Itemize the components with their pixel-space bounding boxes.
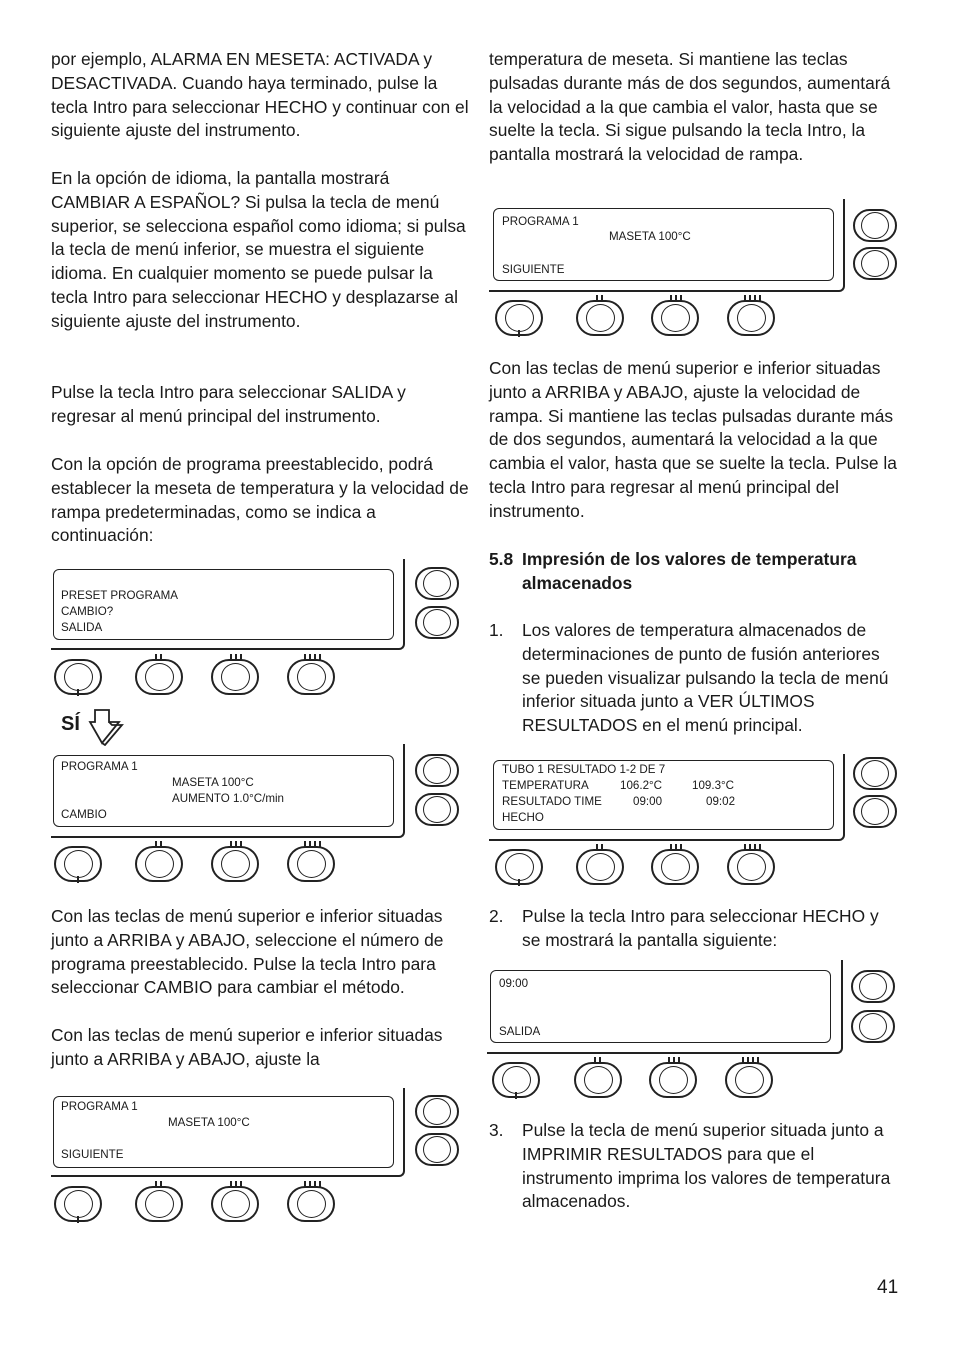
- paragraph-preset: Con la opción de programa preestablecido, podrá establecer la meseta de temperatura y la velocidad de rampa predeterminadas, como se indica a continuación:: [51, 454, 469, 546]
- lcd-line: MASETA 100°C: [172, 776, 254, 789]
- lcd-line: SALIDA: [499, 1025, 541, 1038]
- list-number: 3.: [489, 1120, 504, 1140]
- lcd-line: RESULTADO TIME: [502, 795, 602, 808]
- lcd-line: AUMENTO 1.0°C/min: [172, 792, 285, 805]
- softkey-4[interactable]: [727, 300, 775, 336]
- lcd-line: MASETA 100°C: [168, 1116, 250, 1129]
- upper-menu-key[interactable]: [415, 567, 459, 600]
- section-heading: [489, 548, 901, 596]
- softkey-3[interactable]: [651, 849, 699, 885]
- paragraph-alarm: por ejemplo, ALARMA EN MESETA: ACTIVADA y DESACTIVADA. Cuando haya terminado, pulse la tecla Intro para seleccionar HECHO y continuar con el siguiente ajuste del instrumento.: [51, 49, 469, 141]
- upper-menu-key[interactable]: [415, 754, 459, 787]
- softkey-2[interactable]: [576, 300, 624, 336]
- lower-menu-key[interactable]: [415, 1133, 459, 1166]
- softkey-4[interactable]: [287, 1186, 335, 1222]
- lcd-line: PROGRAMA 1: [502, 215, 579, 228]
- lcd-line: CAMBIO?: [61, 605, 114, 618]
- lcd-value: 109.3°C: [692, 779, 735, 792]
- softkey-2[interactable]: [576, 849, 624, 885]
- lcd-value: 09:00: [633, 795, 663, 808]
- lcd-value: 106.2°C: [620, 779, 663, 792]
- lcd-line: CAMBIO: [61, 808, 107, 821]
- upper-menu-key[interactable]: [415, 1095, 459, 1128]
- upper-menu-key[interactable]: [853, 209, 897, 242]
- softkey-3[interactable]: [211, 846, 259, 882]
- paragraph-plateau-speed: temperatura de meseta. Si mantiene las teclas pulsadas durante más de dos segundos, aumentará la velocidad a la que cambia el valor, hasta que se suelte la tecla. Si sigue pulsando la tecla Intro, la pantalla mostrará la velocidad de rampa.: [489, 49, 891, 165]
- lcd-line: PRESET PROGRAMA: [61, 589, 179, 602]
- lower-menu-key[interactable]: [853, 247, 897, 280]
- lcd-line: TUBO 1 RESULTADO 1-2 DE 7: [502, 763, 666, 776]
- softkey-3[interactable]: [651, 300, 699, 336]
- arrow-down-icon: [88, 708, 124, 746]
- lower-menu-key[interactable]: [853, 795, 897, 828]
- lower-menu-key[interactable]: [415, 793, 459, 826]
- lcd-line: TEMPERATURA: [502, 779, 589, 792]
- list-item: [489, 619, 901, 738]
- section-number: 5.8: [489, 549, 514, 569]
- lcd-value: 09:02: [706, 795, 736, 808]
- paragraph-exit: Pulse la tecla Intro para seleccionar SALIDA y regresar al menú principal del instrumento.: [51, 382, 406, 426]
- upper-menu-key[interactable]: [853, 757, 897, 790]
- lcd-line: HECHO: [502, 811, 544, 824]
- lower-menu-key[interactable]: [851, 1010, 895, 1043]
- upper-menu-key[interactable]: [851, 970, 895, 1003]
- section-title: Impresión de los valores de temperatura almacenados: [522, 549, 857, 593]
- softkey-4[interactable]: [727, 849, 775, 885]
- list-number: 2.: [489, 906, 504, 926]
- list-item: [489, 905, 901, 953]
- softkey-2[interactable]: [574, 1062, 622, 1098]
- softkey-2[interactable]: [135, 1186, 183, 1222]
- softkey-4[interactable]: [287, 846, 335, 882]
- lcd-line: SALIDA: [61, 621, 103, 634]
- softkey-4[interactable]: [725, 1062, 773, 1098]
- page-number: 41: [877, 1277, 899, 1298]
- lcd-line: PROGRAMA 1: [61, 1100, 138, 1113]
- lcd-line: MASETA 100°C: [609, 230, 691, 243]
- yes-label: SÍ: [61, 713, 80, 735]
- softkey-3[interactable]: [211, 1186, 259, 1222]
- list-number: 1.: [489, 620, 504, 640]
- paragraph-select-program: Con las teclas de menú superior e inferior situadas junto a ARRIBA y ABAJO, seleccione el número de programa preestablecido. Pulse la tecla Intro para seleccionar CAMBIO para cambiar el método.: [51, 906, 444, 998]
- list-text: Pulse la tecla de menú superior situada junto a IMPRIMIR RESULTADOS para que el instrumento imprima los valores de temperatura almacenados.: [522, 1120, 891, 1212]
- paragraph-ramp-speed: Con las teclas de menú superior e inferior situadas junto a ARRIBA y ABAJO, ajuste la velocidad de rampa. Si mantiene las teclas pulsadas durante más de dos segundos, aumentará la velocidad a la que cambia el valor, hasta que se suelte la tecla. Pulse la tecla Intro para regresar al menú principal del instrumento.: [489, 358, 897, 521]
- paragraph-language: En la opción de idioma, la pantalla mostrará CAMBIAR A ESPAÑOL? Si pulsa la tecla de menú superior, se selecciona español como idioma; si pulsa la tecla de menú inferior, se muestra el siguiente idioma. En cualquier momento se puede pulsar la tecla Intro para seleccionar HECHO y desplazarse al siguiente ajuste del instrumento.: [51, 168, 466, 331]
- softkey-3[interactable]: [649, 1062, 697, 1098]
- list-text: Pulse la tecla Intro para seleccionar HECHO y se mostrará la pantalla siguiente:: [522, 906, 879, 950]
- list-text: Los valores de temperatura almacenados de determinaciones de punto de fusión anteriores se pueden visualizar pulsando la tecla de menú inferior situada junto a VER ÚLTIMOS RESULTADOS en el menú principal.: [522, 620, 889, 736]
- softkey-3[interactable]: [211, 659, 259, 695]
- softkey-2[interactable]: [135, 659, 183, 695]
- list-item: [489, 1119, 901, 1214]
- lcd-screen: [490, 970, 831, 1043]
- lcd-line: SIGUIENTE: [502, 263, 565, 276]
- lcd-line: SIGUIENTE: [61, 1148, 124, 1161]
- paragraph-adjust-plateau: Con las teclas de menú superior e inferior situadas junto a ARRIBA y ABAJO, ajuste la: [51, 1025, 443, 1069]
- lcd-line: PROGRAMA 1: [61, 760, 138, 773]
- softkey-2[interactable]: [135, 846, 183, 882]
- lcd-line: 09:00: [499, 977, 529, 990]
- lower-menu-key[interactable]: [415, 606, 459, 639]
- softkey-4[interactable]: [287, 659, 335, 695]
